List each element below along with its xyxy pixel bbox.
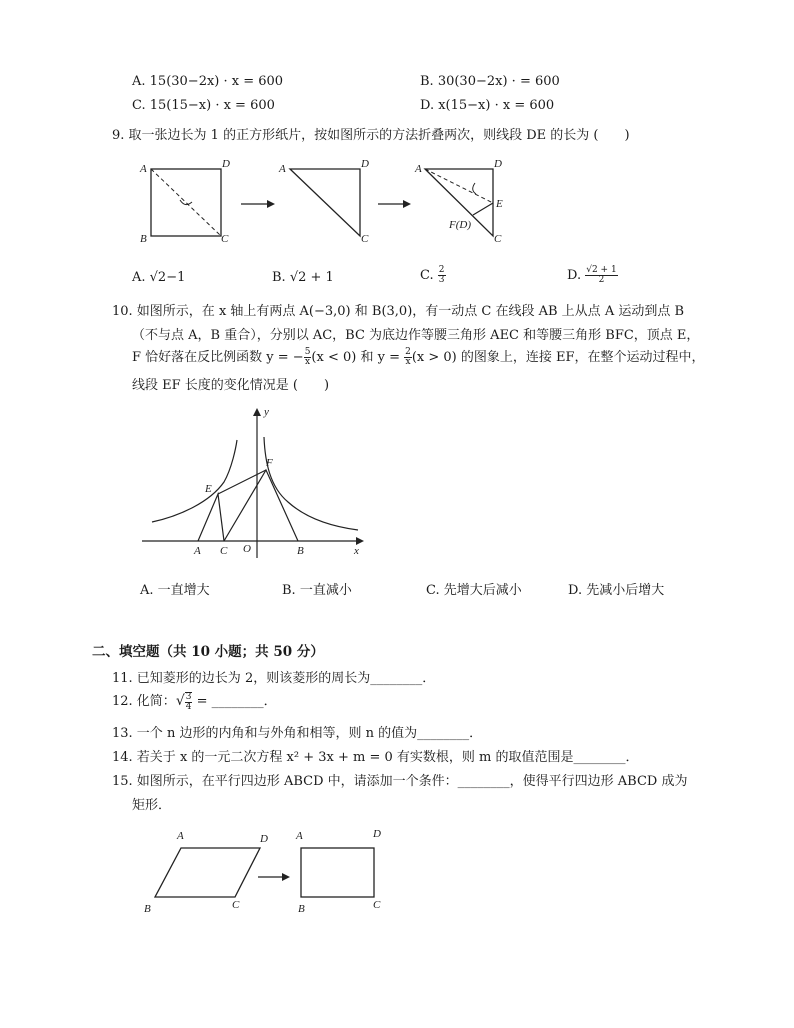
q10-line-3-part-2: (x < 0) 和 y = bbox=[311, 350, 400, 365]
q10-label-o: O bbox=[243, 543, 251, 555]
q10-label-f: F bbox=[266, 457, 273, 469]
q15-arrowhead bbox=[282, 873, 290, 881]
q13-text: 13. 一个 n 边形的内角和与外角和相等，则 n 的值为________． bbox=[112, 726, 483, 741]
q9-label-a1: A bbox=[140, 163, 147, 175]
q9-option-c-fraction bbox=[438, 266, 446, 285]
q10-line-3 bbox=[132, 346, 705, 367]
q9-option-d-den: 2 bbox=[598, 275, 605, 285]
q10-line-3-part-1: F 恰好落在反比例函数 y = − bbox=[132, 350, 304, 365]
q15-label-b1: B bbox=[144, 903, 151, 915]
q10-option-d: D. 先减小后增大 bbox=[568, 583, 665, 598]
q9-option-d-num: √2 + 1 bbox=[586, 265, 617, 275]
q10-label-x: x bbox=[354, 545, 359, 557]
q9-label-b1: B bbox=[140, 233, 147, 245]
q14-text: 14. 若关于 x 的一元二次方程 x² + 3x + m = 0 有实数根，则 m 的取值范围是________． bbox=[112, 750, 639, 765]
q9-folding-figure bbox=[130, 150, 530, 250]
q9-fold-line-2 bbox=[425, 169, 493, 203]
q10-hyperbola-left bbox=[152, 440, 237, 522]
q9-segment-fe bbox=[473, 203, 493, 215]
q9-fold-arrow-2 bbox=[473, 183, 476, 194]
q10-y-axis-arrow bbox=[253, 408, 261, 416]
q9-label-d2: D bbox=[361, 158, 369, 170]
q10-label-b: B bbox=[297, 545, 304, 557]
q9-label-fd: F(D) bbox=[449, 219, 471, 231]
q12-fraction bbox=[185, 692, 193, 712]
q10-label-e: E bbox=[205, 483, 212, 495]
q12-text bbox=[112, 690, 277, 712]
q9-fold-arrow-1 bbox=[180, 200, 192, 205]
q15-figure bbox=[140, 822, 400, 922]
q10-line-4: 线段 EF 长度的变化情况是 ( ) bbox=[132, 378, 330, 393]
q15-label-c2: C bbox=[373, 899, 381, 911]
q12-suffix: = ________． bbox=[196, 694, 277, 709]
q10-option-b: B. 一直减小 bbox=[282, 583, 352, 598]
q10-hyperbola-right bbox=[264, 437, 358, 530]
q9-label-a2: A bbox=[279, 163, 286, 175]
q8-option-d: D. x(15−x) · x = 600 bbox=[420, 98, 555, 113]
q15-label-b2: B bbox=[298, 903, 305, 915]
q15-line-1: 15. 如图所示，在平行四边形 ABCD 中，请添加一个条件：________，使得平行四边形 ABCD 成为 bbox=[112, 774, 688, 789]
q11-text: 11. 已知菱形的边长为 2，则该菱形的周长为________． bbox=[112, 671, 436, 686]
q9-label-d1: D bbox=[222, 158, 230, 170]
q9-label-d3: D bbox=[494, 158, 502, 170]
q9-label-e: E bbox=[496, 198, 503, 210]
q9-arrowhead-2 bbox=[403, 200, 411, 208]
q9-label-c3: C bbox=[494, 233, 502, 245]
q9-triangle-1 bbox=[290, 169, 360, 236]
q15-label-d1: D bbox=[260, 833, 268, 845]
q8-option-a: A. 15(30−2x) · x = 600 bbox=[132, 74, 284, 89]
q12-prefix: 12. 化简： bbox=[112, 694, 176, 709]
q10-line-2: （不与点 A，B 重合），分别以 AC，BC 为底边作等腰三角形 AEC 和等腰三角形 BFC，顶点 E， bbox=[132, 328, 700, 343]
q9-option-d-prefix: D. bbox=[567, 268, 582, 283]
q9-option-d bbox=[567, 266, 618, 285]
q9-option-b: B. √2 + 1 bbox=[272, 270, 334, 285]
section-2-title: 二、填空题（共 10 小题；共 50 分） bbox=[92, 644, 324, 660]
q12-fraction-den: 4 bbox=[185, 701, 192, 712]
q9-label-c1: C bbox=[221, 233, 229, 245]
q15-parallelogram bbox=[155, 848, 260, 897]
q12-fraction-num: 3 bbox=[185, 691, 192, 702]
q8-option-b: B. 30(30−2x) · = 600 bbox=[420, 74, 560, 89]
q15-line-2: 矩形． bbox=[132, 798, 172, 813]
q10-fraction-2-num: 2 bbox=[405, 347, 411, 357]
q9-label-c2: C bbox=[361, 233, 369, 245]
q10-fraction-2 bbox=[404, 348, 412, 367]
q10-graph bbox=[140, 402, 380, 562]
q12-sqrt-sign: √ bbox=[175, 693, 185, 709]
q10-option-c: C. 先增大后减小 bbox=[426, 583, 522, 598]
q15-label-c1: C bbox=[232, 899, 240, 911]
q10-line-3-part-3: (x > 0) 的图象上，连接 EF，在整个运动过程中， bbox=[411, 350, 705, 365]
q10-label-a: A bbox=[194, 545, 201, 557]
q15-rectangle bbox=[301, 848, 374, 897]
q9-option-c-prefix: C. bbox=[420, 268, 434, 283]
q9-diagonal-fold bbox=[151, 169, 221, 236]
q9-option-d-fraction bbox=[585, 266, 617, 285]
q10-fraction-1-num: 5 bbox=[304, 347, 311, 357]
q10-option-a: A. 一直增大 bbox=[140, 583, 210, 598]
q15-label-a1: A bbox=[177, 830, 184, 842]
q9-option-c-num: 2 bbox=[438, 265, 445, 275]
q9-arrowhead-1 bbox=[267, 200, 275, 208]
q10-triangle-aec bbox=[198, 494, 224, 541]
q10-x-axis-arrow bbox=[356, 537, 364, 545]
q9-option-c-den: 3 bbox=[438, 275, 445, 285]
q10-fraction-1-den: x bbox=[305, 357, 311, 367]
q15-label-a2: A bbox=[296, 830, 303, 842]
q10-label-y: y bbox=[264, 406, 269, 418]
q9-option-c bbox=[420, 266, 446, 285]
q10-fraction-2-den: x bbox=[405, 357, 411, 367]
q10-label-c: C bbox=[220, 545, 228, 557]
q9-option-a: A. √2−1 bbox=[132, 270, 186, 285]
q15-label-d2: D bbox=[373, 828, 381, 840]
q10-line-1: 10. 如图所示，在 x 轴上有两点 A(−3,0) 和 B(3,0)，有一动点 C 在线段 AB 上从点 A 运动到点 B bbox=[112, 304, 685, 319]
q9-stem: 9. 取一张边长为 1 的正方形纸片，按如图所示的方法折叠两次，则线段 DE 的长为 ( ) bbox=[112, 128, 630, 143]
q10-triangle-bfc bbox=[224, 470, 298, 541]
q9-label-a3: A bbox=[415, 163, 422, 175]
q8-option-c: C. 15(15−x) · x = 600 bbox=[132, 98, 275, 113]
